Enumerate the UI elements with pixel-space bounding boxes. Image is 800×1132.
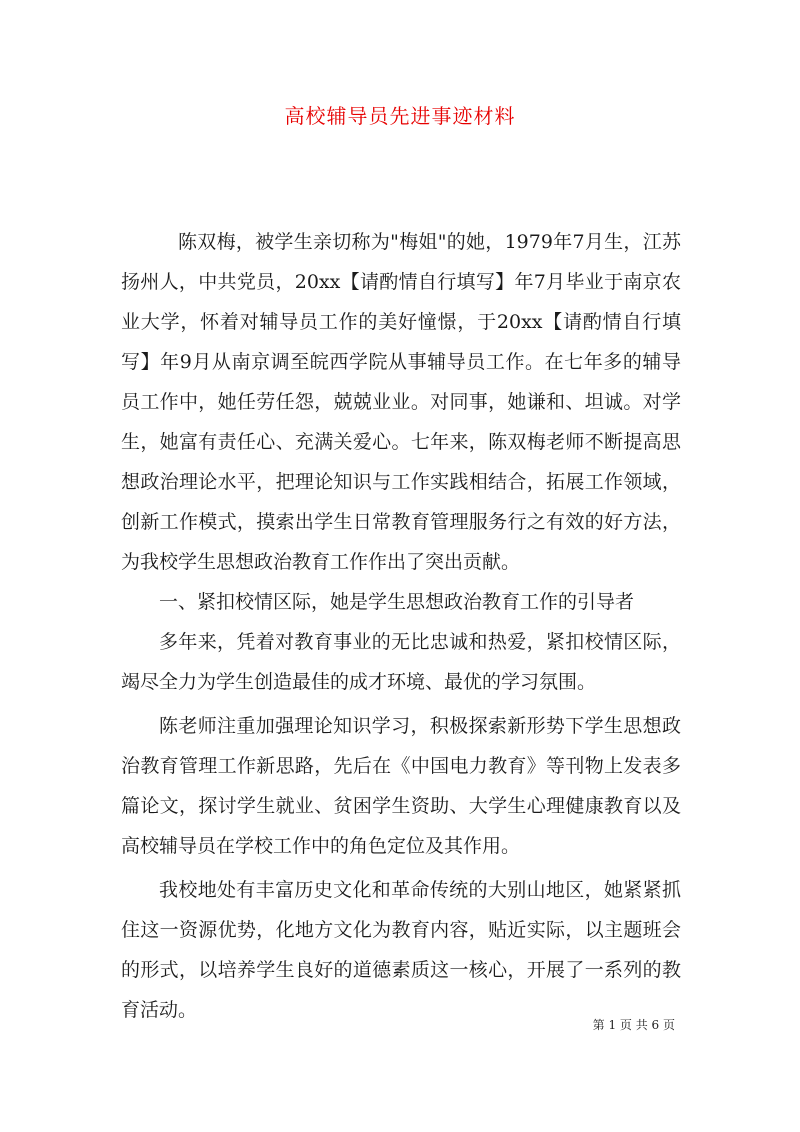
document-title: 高校辅导员先进事迹材料: [284, 104, 516, 128]
paragraph-2: 多年来，凭着对教育事业的无比忠诚和热爱，紧扣校情区际，竭尽全力为学生创造最佳的成才环境、最优的学习氛围。: [121, 631, 681, 693]
page-number: 第 1 页 共 6 页: [592, 1018, 675, 1032]
paragraph-intro: 陈双梅，被学生亲切称为"梅姐"的她，1979年7月生，江苏扬州人，中共党员，20xx【请酌情自行填写】年7月毕业于南京农业大学，怀着对辅导员工作的美好憧憬，于20xx【请酌情自行填写】年9月从南京调至皖西学院从事辅导员工作。在七年多的辅导员工作中，她任劳任怨，兢兢业业。对同事，她谦和、坦诚。对学生，她富有责任心、充满关爱心。七年来，陈双梅老师不断提高思想政治理论水平，把理论知识与工作实践相结合，拓展工作领域，创新工作模式，摸索出学生日常教育管理服务行之有效的好方法，为我校学生思想政治教育工作作出了突出贡献。: [121, 231, 681, 573]
paragraph-4: 我校地处有丰富历史文化和革命传统的大别山地区，她紧紧抓住这一资源优势，化地方文化为教育内容，贴近实际，以主题班会的形式，以培养学生良好的道德素质这一核心，开展了一系列的教育活动。: [121, 879, 681, 1021]
section-heading-1: 一、紧扣校情区际，她是学生思想政治教育工作的引导者: [159, 591, 635, 613]
paragraph-3: 陈老师注重加强理论知识学习，积极探索新形势下学生思想政治教育管理工作新思路，先后在《中国电力教育》等刊物上发表多篇论文，探讨学生就业、贫困学生资助、大学生心理健康教育以及高校辅导员在学校工作中的角色定位及其作用。: [121, 715, 681, 857]
document-body: [121, 222, 681, 1030]
